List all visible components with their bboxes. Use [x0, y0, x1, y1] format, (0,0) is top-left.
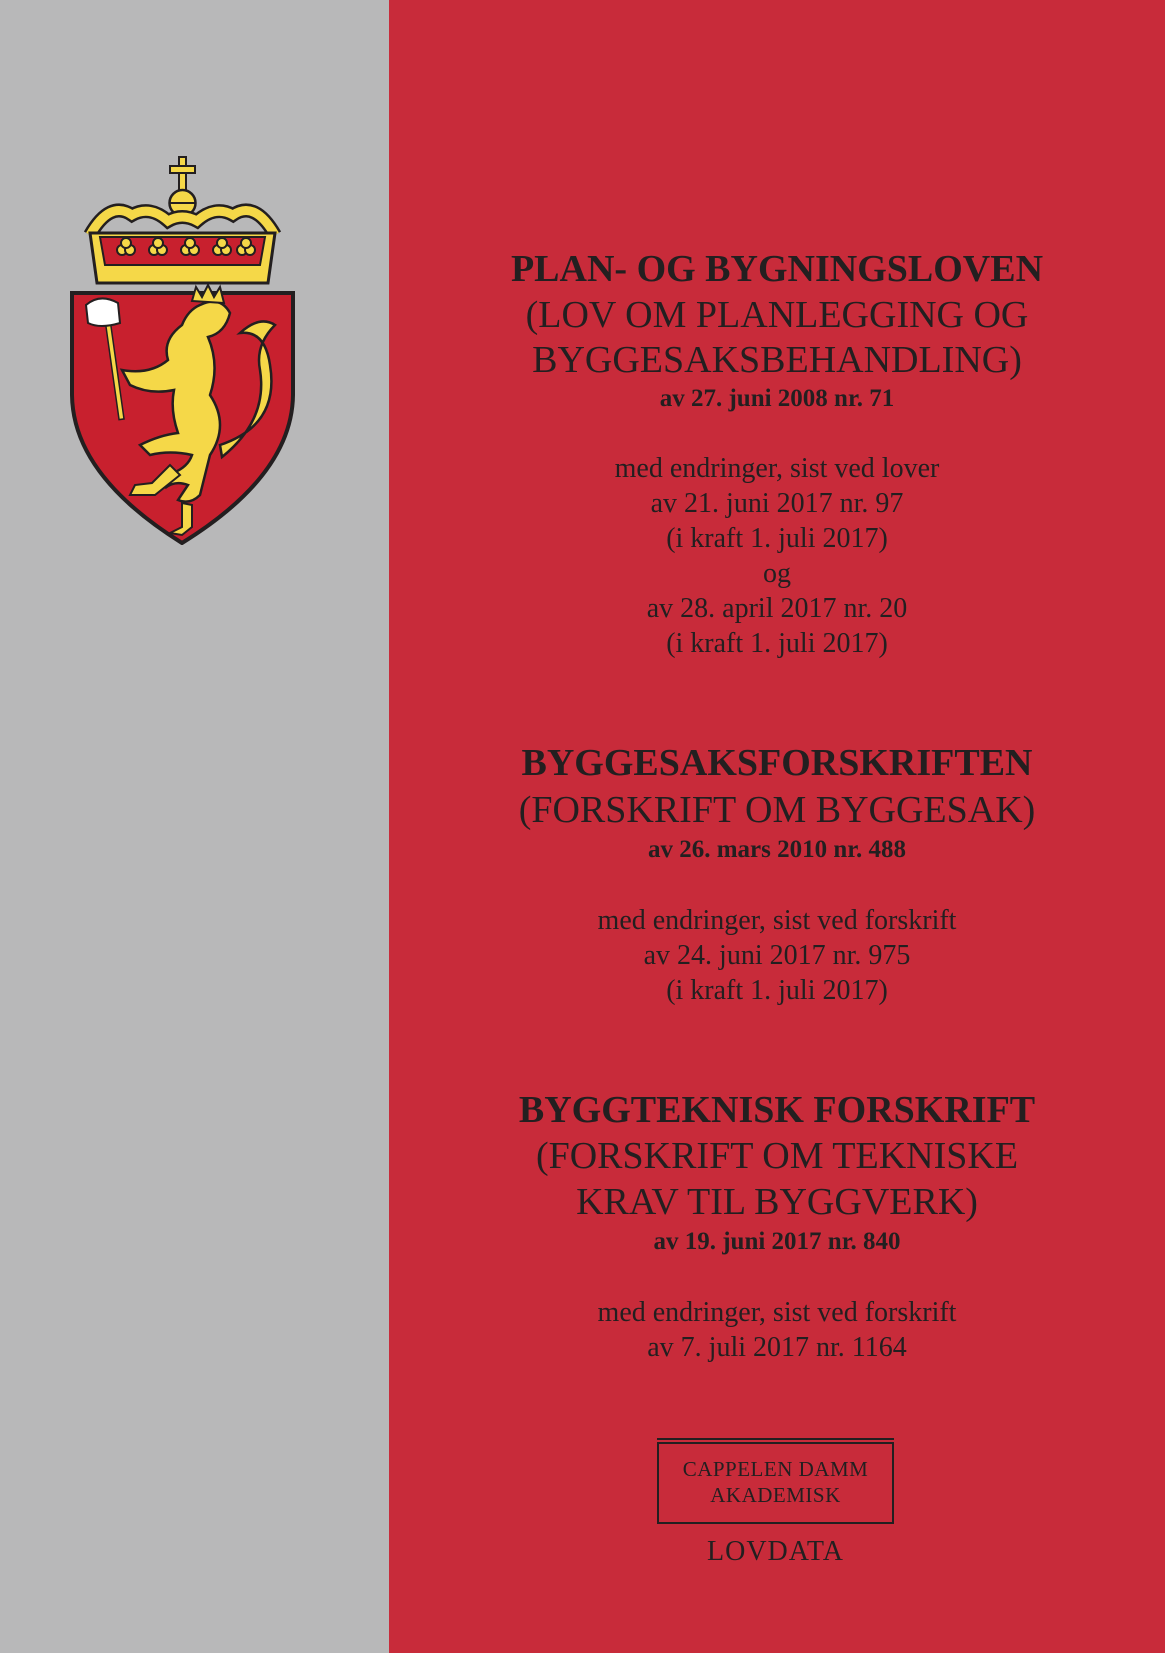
- section3-amendment-line-1: med endringer, sist ved forskrift: [597, 1297, 957, 1328]
- section1-amendment-line-2: av 21. juni 2017 nr. 97: [650, 488, 904, 519]
- section3-subtitle-line-2: KRAV TIL BYGGVERK): [576, 1181, 978, 1223]
- publisher-logo-line-2: AKADEMISK: [710, 1483, 841, 1507]
- section2-amendment-line-3: (i kraft 1. juli 2017): [666, 975, 888, 1006]
- norwegian-coat-of-arms-icon: [70, 155, 295, 545]
- section3-amendment-line-2: av 7. juli 2017 nr. 1164: [647, 1332, 907, 1363]
- section1-amendment-line-5: av 28. april 2017 nr. 20: [646, 593, 908, 624]
- section3-date: av 19. juni 2017 nr. 840: [653, 1228, 901, 1255]
- publisher-logo-line-1: CAPPELEN DAMM: [682, 1457, 869, 1481]
- section1-amendment-line-6: (i kraft 1. juli 2017): [666, 628, 888, 659]
- section1-date: av 27. juni 2008 nr. 71: [659, 385, 895, 412]
- section3-title: BYGGTEKNISK FORSKRIFT: [518, 1089, 1036, 1131]
- section1-amendment-line-4: og: [763, 558, 791, 589]
- section1-amendment-line-3: (i kraft 1. juli 2017): [666, 523, 888, 554]
- section2-amendment-line-1: med endringer, sist ved forskrift: [597, 905, 957, 936]
- section2-subtitle-line-1: (FORSKRIFT OM BYGGESAK): [518, 789, 1036, 831]
- section3-subtitle-line-1: (FORSKRIFT OM TEKNISKE: [535, 1135, 1019, 1177]
- section1-subtitle-line-2: BYGGESAKSBEHANDLING): [532, 339, 1022, 381]
- section2-amendment-line-2: av 24. juni 2017 nr. 975: [643, 940, 911, 971]
- publisher-logo: [657, 1442, 894, 1524]
- section1-title: PLAN- OG BYGNINGSLOVEN: [510, 248, 1044, 290]
- imprint-name: LOVDATA: [707, 1536, 844, 1567]
- section1-amendment-line-1: med endringer, sist ved lover: [614, 453, 940, 484]
- section2-date: av 26. mars 2010 nr. 488: [647, 836, 907, 863]
- section1-subtitle-line-1: (LOV OM PLANLEGGING OG: [525, 294, 1029, 336]
- section2-title: BYGGESAKSFORSKRIFTEN: [521, 742, 1033, 784]
